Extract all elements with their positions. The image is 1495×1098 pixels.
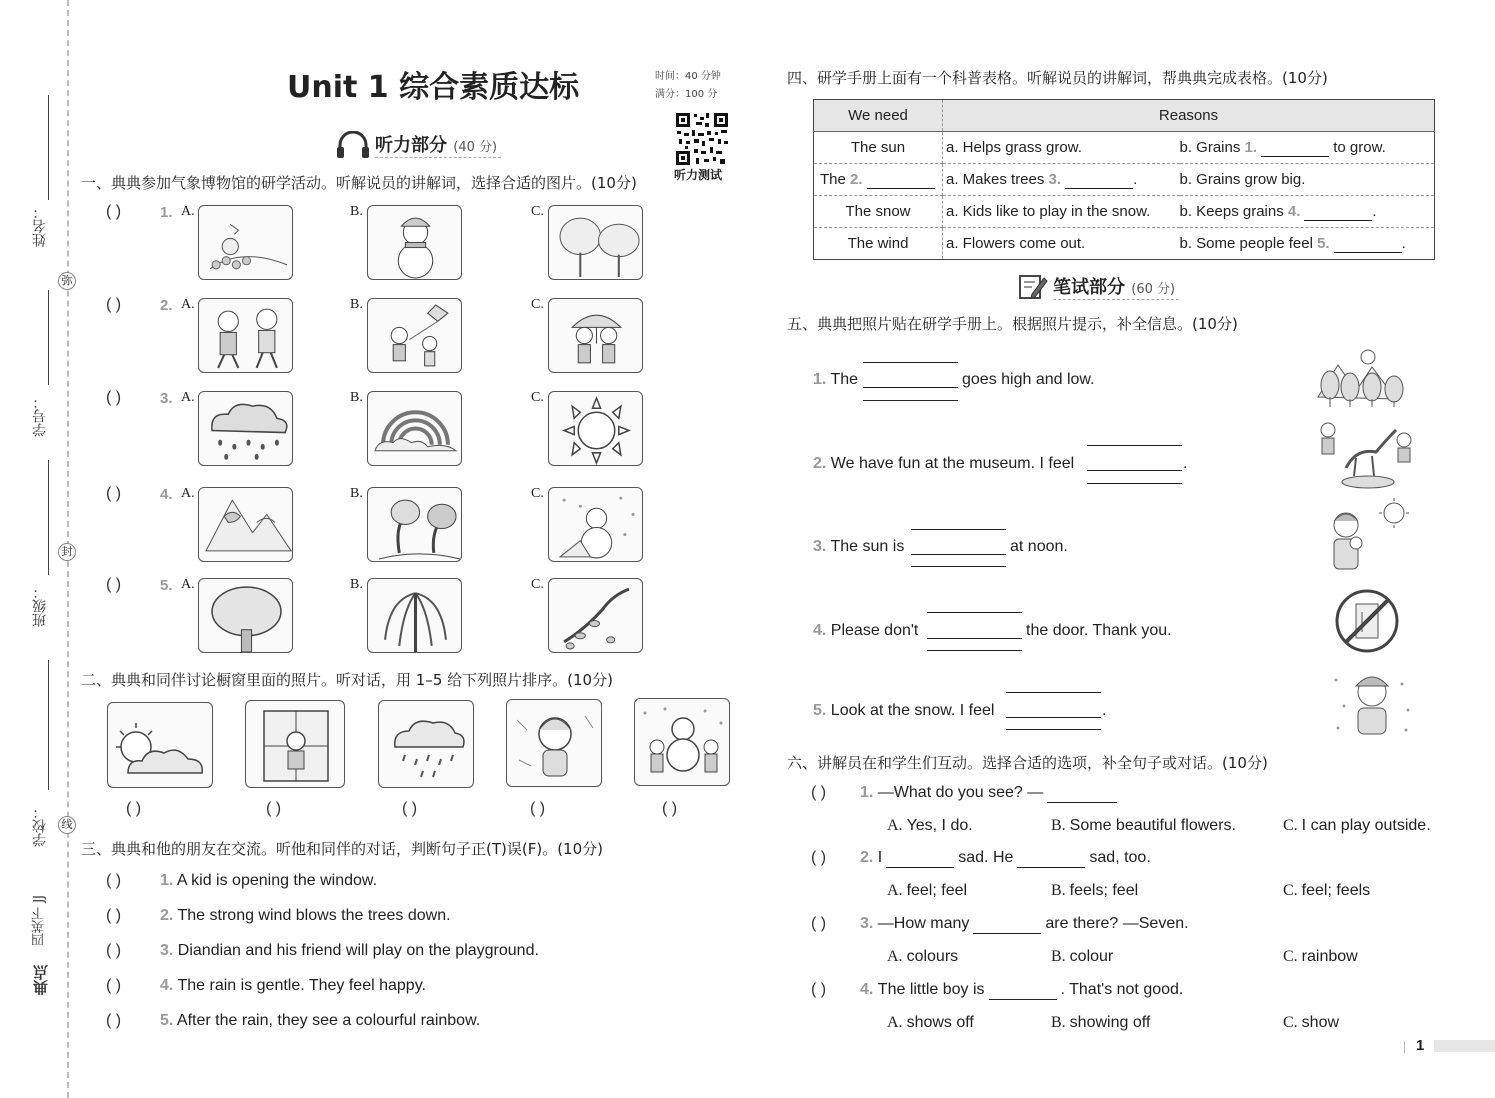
table-cell: a. Helps grass grow. [943,132,1180,164]
guide-line [927,612,1022,613]
blank-input[interactable] [1261,139,1329,157]
picture-kids-kite[interactable] [367,298,462,373]
item-text: The [830,371,859,388]
table-cell: The sun [814,132,943,164]
seal-xian: 线 [58,816,76,834]
picture-kids-umbrella[interactable] [548,298,643,373]
s1-option-c: C. [531,390,544,405]
number-label: 学号： [32,395,48,437]
s5-item-3 [813,538,904,556]
s1-option-c: C. [531,297,544,312]
s5-item-5-post: . [1102,702,1107,719]
s1-item-number: 4. [160,486,173,503]
option-text: show [1301,1014,1340,1031]
guide-line [863,362,958,363]
listening-title: 听力部分 [375,135,447,156]
item-number: 2. [860,849,878,866]
s1-item-number: 5. [160,577,173,594]
option-letter: B. [1051,882,1070,899]
blank-input[interactable] [973,915,1041,934]
blank-input[interactable] [886,849,954,868]
s5-item-4-post: the door. Thank you. [1026,622,1172,639]
option-text: colour [1069,948,1114,965]
option-letter: C. [1283,948,1302,965]
number-line [48,290,49,385]
s6-option-c[interactable] [1283,882,1370,900]
s2-answer-5[interactable]: ( ) [662,800,678,817]
item-number: 3. [813,538,827,555]
s1-option-c: C. [531,204,544,219]
time-label: 时间：40 分钟 [655,71,721,82]
item-number: 4. [160,977,174,994]
item-text: The rain is gentle. They feel happy. [173,977,426,994]
item-text: The sun is [830,538,905,555]
s6-title: 六、讲解员在和学生们互动。选择合适的选项，补全句子或对话。(10分) [787,754,1268,772]
s1-option-c: C. [531,577,544,592]
museum-dinosaur-icon [1316,418,1416,490]
s1-answer-paren[interactable]: ( ) [106,576,122,593]
s1-answer-paren[interactable]: ( ) [106,296,122,313]
s1-answer-paren[interactable]: ( ) [106,389,122,406]
item-text: A kid is opening the window. [173,872,378,889]
guide-line [927,650,1022,651]
name-label: 姓名： [32,205,48,247]
class-line [48,460,49,575]
s5-title: 五、典典把照片贴在研学手册上。根据照片提示，补全信息。(10分) [787,315,1238,333]
item-number: 2. [813,455,827,472]
headphones-icon [336,131,370,159]
blank-number: 3. [1048,170,1062,188]
cold-boy-snow-icon [1328,666,1416,738]
guide-line [1087,483,1182,484]
option-text: feel; feel [906,882,968,899]
s3-answer-paren[interactable]: ( ) [106,1012,122,1029]
seal-feng: 封 [58,543,76,561]
blank-number: 5. [1317,234,1330,252]
option-text: Some beautiful flowers. [1069,817,1236,834]
s6-answer-paren[interactable]: ( ) [811,784,827,801]
table-cell: The wind [814,228,943,260]
picture-fallen-branch[interactable] [548,578,643,653]
picture-rain-cloud[interactable] [198,391,293,466]
table-row [814,196,1435,228]
item-text: Diandian and his friend will play on the playground. [173,942,539,959]
table-cell [814,164,943,196]
guide-line [1006,729,1101,730]
s5-item-1-post: goes high and low. [962,371,1095,388]
seal-mi: 弥 [58,272,76,290]
s1-option-b: B. [350,390,363,405]
s5-item-4 [813,622,918,640]
school-line [48,660,49,790]
s6-question [860,915,1189,934]
s1-title: 一、典典参加气象博物馆的研学活动。听解说员的讲解词，选择合适的图片。(10分) [81,174,637,192]
blank-number: 2. [850,170,863,188]
school-label: 学校： [32,805,48,847]
option-letter: C. [1283,1014,1302,1031]
s5-item-2 [813,455,1074,473]
page-footer-bar [1434,1040,1495,1052]
s1-item-number: 1. [160,204,173,221]
s1-answer-paren[interactable]: ( ) [106,203,122,220]
table-cell: a. Kids like to play in the snow. [943,196,1180,228]
s6-answer-paren[interactable]: ( ) [811,915,827,932]
question-text: sad. He [958,849,1014,866]
cell-text: b. Keeps grains [1179,202,1288,220]
s1-option-a: A. [181,577,195,592]
item-number: 1. [813,371,827,388]
blank-input[interactable] [1047,784,1117,803]
table-header-row [814,100,1435,132]
brand-logo: 典点 [32,965,50,995]
class-label: 班级： [32,585,48,627]
option-text: shows off [906,1014,974,1031]
question-text: The little boy is [877,981,985,998]
question-text: sad, too. [1089,849,1151,866]
option-letter: B. [1051,817,1070,834]
qr-code-icon[interactable] [674,111,730,167]
picture-snowman-snow[interactable] [548,487,643,562]
s1-option-a: A. [181,486,195,501]
no-open-door-sign-icon [1334,588,1400,654]
picture-rainbow[interactable] [367,391,462,466]
blank-input[interactable] [1304,203,1372,221]
question-text: I [877,849,883,866]
hot-sun-boy-icon [1322,497,1414,577]
option-text: showing off [1069,1014,1151,1031]
s3-answer-paren[interactable]: ( ) [106,872,122,889]
s6-question [860,849,1151,868]
picture-sun[interactable] [548,391,643,466]
name-line [48,95,49,200]
mountains-trees-icon [1316,347,1414,409]
s1-option-b: B. [350,486,363,501]
table-head-reasons: Reasons [943,100,1435,132]
s6-option-a[interactable] [887,948,958,966]
item-text: We have fun at the museum. I feel [830,455,1075,472]
table-cell: b. Some people feel 5. . [1179,234,1406,252]
s4-title: 四、研学手册上面有一个科普表格。听解说员的讲解词，帮典典完成表格。(10分) [787,69,1328,87]
science-table [813,99,1435,260]
book-label: 四英下 JJ [32,895,47,946]
writing-title: 笔试部分 [1053,277,1125,298]
item-number: 4. [860,981,878,998]
question-text: —How many [877,915,970,932]
option-letter: A. [887,1014,907,1031]
option-letter: A. [887,882,907,899]
picture-storm-trees[interactable] [367,487,462,562]
option-text: I can play outside. [1301,817,1431,834]
page-divider [1404,1041,1405,1053]
option-text: Yes, I do. [906,817,973,834]
s3-item [160,1012,480,1030]
option-text: feels; feel [1069,882,1139,899]
s6-option-b[interactable] [1051,817,1236,835]
option-text: feel; feels [1301,882,1371,899]
s1-option-a: A. [181,390,195,405]
s2-answer-1[interactable]: ( ) [126,800,142,817]
photo-boy-window [245,700,345,788]
cell-text: The [820,170,851,188]
s1-option-b: B. [350,204,363,219]
table-cell: a. Flowers come out. [946,235,1086,252]
question-text: are there? —Seven. [1045,915,1189,932]
cell-text: b. Some people feel [1179,234,1318,252]
s6-option-b[interactable] [1051,882,1138,900]
picture-mountain-snow[interactable] [198,487,293,562]
s1-option-a: A. [181,297,195,312]
s6-option-c[interactable] [1283,948,1358,966]
s5-item-5 [813,702,994,720]
picture-blossom-cherry[interactable] [198,205,293,280]
s1-item-number: 3. [160,390,173,407]
s6-question [860,981,1183,1000]
blank-input[interactable] [1065,171,1133,189]
table-row [814,164,1435,196]
s6-question [860,784,1121,803]
item-number: 3. [160,942,174,959]
picture-kids-running[interactable] [198,298,293,373]
s3-item [160,977,426,995]
s3-item [160,907,451,925]
s5-item-3-post: at noon. [1010,538,1068,555]
listening-points: (40 分) [453,140,498,155]
question-text: —What do you see? — [877,784,1044,801]
cell-text: b. Grains [1179,138,1245,156]
s2-title: 二、典典和同伴讨论橱窗里面的照片。听对话，用 1–5 给下列照片排序。(10分) [81,671,613,689]
item-number: 5. [813,702,827,719]
table-cell: a. Makes trees 3. . [943,164,1180,196]
writing-section-title [1053,273,1179,300]
s6-option-a[interactable] [887,817,973,835]
s3-answer-paren[interactable]: ( ) [106,977,122,994]
item-number: 1. [160,872,174,889]
picture-tree-green[interactable] [198,578,293,653]
cell-text: a. Makes trees [946,170,1049,188]
table-cell: b. Grains grow big. [1180,164,1435,196]
page-title: Unit 1 综合素质达标 [287,70,580,105]
guide-line [911,566,1006,567]
blank-input[interactable] [989,981,1057,1000]
option-letter: C. [1283,882,1302,899]
s1-option-a: A. [181,204,195,219]
photo-sun-cloud [107,702,213,788]
blank-number: 4. [1287,202,1301,220]
qr-caption: 听力测试 [674,168,723,182]
option-letter: A. [887,817,907,834]
s6-option-c[interactable] [1283,1014,1339,1032]
s1-option-b: B. [350,297,363,312]
s5-item-2-post: . [1183,455,1188,472]
item-number: 4. [813,622,827,639]
answer-line[interactable] [863,387,958,388]
option-text: rainbow [1301,948,1358,965]
s3-item [160,942,539,960]
s1-option-c: C. [531,486,544,501]
s3-item [160,872,377,890]
s2-answer-3[interactable]: ( ) [402,800,418,817]
s2-answer-2[interactable]: ( ) [266,800,282,817]
option-letter: C. [1283,817,1302,834]
answer-line[interactable] [927,638,1022,639]
s6-answer-paren[interactable]: ( ) [811,849,827,866]
picture-willow-tree[interactable] [367,578,462,653]
answer-line[interactable] [911,554,1006,555]
s6-option-b[interactable] [1051,948,1113,966]
table-cell [1180,132,1435,164]
option-letter: A. [887,948,907,965]
photo-snowman-kids [634,698,730,786]
page-number: 1 [1416,1037,1425,1054]
blank-number: 1. [1244,138,1258,156]
guide-line [911,529,1006,530]
table-cell: The snow [814,196,943,228]
photo-rain [378,700,474,788]
question-text: . That's not good. [1060,981,1184,998]
item-text: Look at the snow. I feel [830,702,995,719]
s1-item-number: 2. [160,297,173,314]
s1-answer-paren[interactable]: ( ) [106,485,122,502]
picture-trees-winter[interactable] [548,205,643,280]
table-row [814,228,1435,260]
pencil-note-icon [1018,272,1048,300]
s6-option-a[interactable] [887,882,967,900]
s6-option-a[interactable] [887,1014,974,1032]
s3-title: 三、典典和他的朋友在交流。听他和同伴的对话，判断句子正(T)误(F)。(10分) [81,840,603,858]
item-number: 5. [160,1012,174,1029]
guide-line [1006,692,1101,693]
writing-points: (60 分) [1131,282,1176,297]
answer-line[interactable] [1006,717,1101,718]
answer-line[interactable] [1087,470,1182,471]
option-letter: B. [1051,948,1070,965]
cell-text: to grow. [1329,138,1386,156]
blank-input[interactable] [1334,235,1402,253]
item-number: 1. [860,784,878,801]
s3-answer-paren[interactable]: ( ) [106,942,122,959]
photo-girl-wind [506,699,602,787]
s2-answer-4[interactable]: ( ) [530,800,546,817]
s6-option-c[interactable] [1283,817,1431,835]
score-label: 满分：100 分 [655,89,718,100]
listening-section-title [375,131,501,158]
item-text: After the rain, they see a colourful rainbow. [173,1012,481,1029]
s3-answer-paren[interactable]: ( ) [106,907,122,924]
s6-answer-paren[interactable]: ( ) [811,981,827,998]
table-row [814,132,1435,164]
s6-option-b[interactable] [1051,1014,1150,1032]
item-text: Please don't [830,622,919,639]
blank-input[interactable] [1017,849,1085,868]
item-number: 3. [860,915,878,932]
table-head-need: We need [814,100,943,132]
table-cell: b. Keeps grains 4. . [1180,196,1435,228]
s5-item-1 [813,371,858,389]
option-text: colours [906,948,959,965]
s1-option-b: B. [350,577,363,592]
blank-input[interactable] [867,171,935,189]
item-number: 2. [160,907,174,924]
item-text: The strong wind blows the trees down. [173,907,451,924]
option-letter: B. [1051,1014,1070,1031]
guide-line [863,400,958,401]
guide-line [1087,445,1182,446]
picture-snowman[interactable] [367,205,462,280]
